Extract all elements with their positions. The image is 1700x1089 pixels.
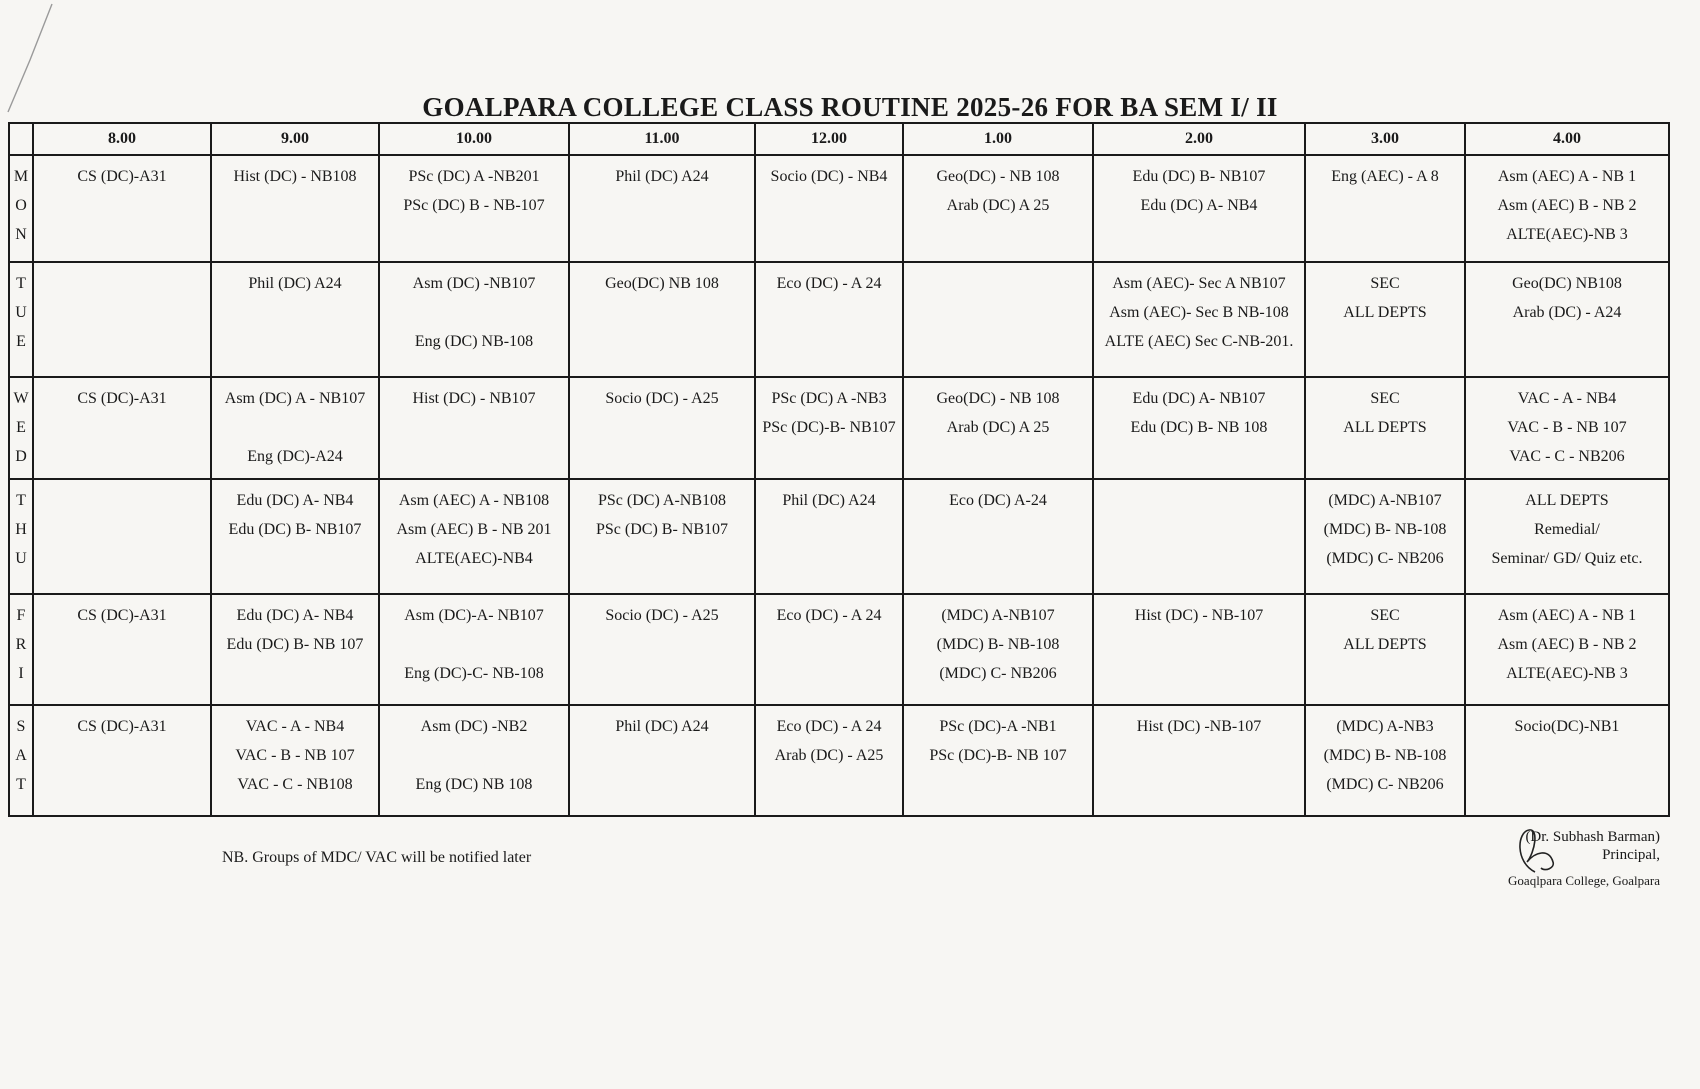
day-letter: F (16, 606, 26, 624)
class-cell (379, 594, 569, 705)
class-entry: Asm (AEC) B - NB 2 (1497, 197, 1637, 214)
class-cell (1305, 479, 1465, 594)
class-cell (211, 155, 379, 262)
class-entry: VAC - A - NB4 (1517, 390, 1617, 408)
class-cell (1093, 262, 1305, 377)
class-cell (1305, 155, 1465, 262)
class-entry: PSc (DC) B- NB107 (595, 520, 728, 538)
footnote: NB. Groups of MDC/ VAC will be notified later (222, 849, 532, 866)
class-entry: Eco (DC) - A 24 (776, 274, 882, 292)
time-slot-header: 1.00 (903, 123, 1093, 155)
class-entry: Hist (DC) - NB-107 (1134, 606, 1264, 624)
class-cell (33, 155, 211, 262)
class-entry: Edu (DC) B- NB107 (1132, 168, 1266, 185)
class-entry: VAC - C - NB206 (1509, 448, 1625, 466)
class-cell (755, 594, 903, 705)
class-cell (569, 377, 755, 478)
class-entry: (MDC) A-NB107 (1328, 491, 1442, 509)
class-entry: ALTE (AEC) Sec C-NB-201. (1104, 332, 1294, 350)
day-letter: H (15, 520, 27, 538)
class-entry: PSc (DC)-A -NB1 (939, 717, 1057, 735)
day-letter: W (13, 390, 29, 408)
class-entry: Socio(DC)-NB1 (1514, 717, 1620, 735)
class-cell (1465, 377, 1669, 478)
class-cell (755, 479, 903, 594)
class-cell (569, 594, 755, 705)
class-cell (33, 594, 211, 705)
day-letter: T (16, 274, 26, 292)
class-cell (33, 479, 211, 594)
class-entry: VAC - C - NB108 (237, 775, 353, 793)
page-title: GOALPARA COLLEGE CLASS ROUTINE 2025-26 FOR BA SEM I/ II (422, 92, 1278, 122)
class-cell (903, 705, 1093, 816)
day-label (9, 705, 33, 816)
class-cell (755, 705, 903, 816)
class-cell (1093, 377, 1305, 478)
class-entry: SEC (1370, 274, 1400, 292)
class-entry: (MDC) B- NB-108 (1323, 746, 1447, 764)
class-entry: PSc (DC)-B- NB107 (762, 419, 896, 437)
class-entry (382, 298, 566, 327)
class-entry: Arab (DC) - A24 (1512, 303, 1622, 321)
class-entry: Eng (DC)-A24 (247, 448, 343, 466)
class-cell (33, 262, 211, 377)
class-entry (382, 630, 566, 659)
class-entry: (MDC) C- NB206 (1326, 549, 1444, 567)
signatory-name: (Dr. Subhash Barman) (1525, 829, 1660, 845)
class-cell (1305, 377, 1465, 478)
class-entry: Socio (DC) - A25 (605, 606, 719, 624)
day-letter: S (16, 717, 26, 735)
routine-body (9, 155, 1669, 816)
class-cell (903, 594, 1093, 705)
class-entry: Asm (AEC) A - NB 1 (1497, 606, 1637, 624)
class-entry: CS (DC)-A31 (77, 717, 167, 735)
class-cell (569, 155, 755, 262)
class-entry: PSc (DC) A -NB3 (771, 390, 887, 408)
class-cell (379, 262, 569, 377)
class-cell (755, 155, 903, 262)
class-cell (379, 155, 569, 262)
time-slot-header: 4.00 (1465, 123, 1669, 155)
class-cell (1305, 705, 1465, 816)
class-cell (1305, 594, 1465, 705)
class-entry: ALL DEPTS (1343, 635, 1427, 653)
class-entry: ALTE(AEC)-NB4 (415, 549, 533, 567)
class-entry: Edu (DC) B- NB 107 (226, 635, 364, 653)
class-entry: PSc (DC) A-NB108 (597, 491, 726, 509)
class-cell (1093, 155, 1305, 262)
class-entry: Asm (AEC) A - NB 1 (1497, 168, 1637, 185)
time-slot-header: 3.00 (1305, 123, 1465, 155)
class-cell (1093, 479, 1305, 594)
class-entry: Phil (DC) A24 (615, 168, 709, 185)
class-cell (211, 262, 379, 377)
class-entry: Eng (AEC) - A 8 (1331, 168, 1439, 185)
class-entry: Asm (AEC)- Sec A NB107 (1112, 274, 1286, 292)
day-letter: N (15, 226, 27, 243)
class-entry: SEC (1370, 390, 1400, 408)
time-slot-header: 2.00 (1093, 123, 1305, 155)
class-entry: PSc (DC) B - NB-107 (403, 197, 545, 214)
class-entry: (MDC) A-NB107 (941, 606, 1055, 624)
class-entry: Asm (DC)-A- NB107 (404, 606, 544, 624)
day-row (9, 155, 1669, 262)
class-entry: ALTE(AEC)-NB 3 (1506, 664, 1628, 682)
day-label (9, 377, 33, 478)
class-entry: Edu (DC) A- NB4 (236, 491, 354, 509)
class-entry: Asm (AEC) A - NB108 (398, 491, 550, 509)
class-cell (755, 377, 903, 478)
day-letter: U (15, 303, 27, 321)
signatory-designation: Principal, (1602, 847, 1660, 863)
class-entry: Geo(DC) NB 108 (605, 274, 719, 292)
day-label (9, 594, 33, 705)
class-entry: VAC - B - NB 107 (235, 746, 355, 764)
day-letter: O (15, 197, 27, 214)
class-entry: Asm (AEC) B - NB 201 (396, 520, 552, 538)
class-entry: ALTE(AEC)-NB 3 (1506, 226, 1628, 243)
class-cell (211, 705, 379, 816)
class-cell (211, 594, 379, 705)
class-entry: Geo(DC) - NB 108 (936, 168, 1060, 185)
class-entry: CS (DC)-A31 (77, 606, 167, 624)
class-entry: Socio (DC) - NB4 (770, 168, 888, 185)
class-cell (1093, 594, 1305, 705)
day-row (9, 479, 1669, 594)
day-letter: T (16, 491, 26, 509)
class-entry: Eng (DC)-C- NB-108 (404, 664, 544, 682)
day-label (9, 479, 33, 594)
class-entry: Eco (DC) - A 24 (776, 717, 882, 735)
class-cell (1465, 594, 1669, 705)
class-entry: Asm (DC) -NB107 (412, 274, 536, 292)
class-entry: Edu (DC) B- NB 108 (1130, 419, 1268, 437)
class-entry: (MDC) A-NB3 (1336, 717, 1434, 735)
day-label (9, 262, 33, 377)
day-letter: E (16, 419, 26, 437)
class-cell (33, 705, 211, 816)
class-entry: SEC (1370, 606, 1400, 624)
class-entry: (MDC) C- NB206 (939, 664, 1057, 682)
class-cell (1093, 705, 1305, 816)
class-cell (903, 479, 1093, 594)
class-entry: Seminar/ GD/ Quiz etc. (1491, 549, 1643, 567)
class-entry: Asm (AEC) B - NB 2 (1497, 635, 1637, 653)
day-letter: U (15, 549, 27, 567)
day-letter: M (13, 168, 29, 185)
class-entry: PSc (DC)-B- NB 107 (929, 746, 1067, 764)
day-row (9, 377, 1669, 478)
class-entry: Remedial/ (1534, 520, 1600, 538)
class-entry: Arab (DC) A 25 (946, 419, 1050, 437)
time-slot-header: 8.00 (33, 123, 211, 155)
class-cell (211, 479, 379, 594)
class-cell (903, 377, 1093, 478)
class-cell (33, 377, 211, 478)
class-cell (1305, 262, 1465, 377)
day-row (9, 594, 1669, 705)
class-cell (379, 705, 569, 816)
class-entry: Socio (DC) - A25 (605, 390, 719, 408)
day-letter: R (15, 635, 27, 653)
class-entry: Phil (DC) A24 (782, 491, 876, 509)
signature-block (1420, 828, 1660, 890)
class-entry: Arab (DC) - A25 (774, 746, 884, 764)
class-entry: Asm (AEC)- Sec B NB-108 (1109, 303, 1289, 321)
day-letter: E (16, 332, 26, 350)
class-entry: Edu (DC) A- NB107 (1132, 390, 1266, 408)
day-letter: T (16, 775, 26, 793)
class-entry: CS (DC)-A31 (77, 168, 167, 185)
time-slot-header: 10.00 (379, 123, 569, 155)
signatory-institution: Goaqlpara College, Goalpara (1508, 873, 1660, 888)
time-slot-header: 11.00 (569, 123, 755, 155)
class-cell (379, 377, 569, 478)
class-entry: Asm (DC) -NB2 (420, 717, 528, 735)
class-entry (382, 741, 566, 770)
class-entry: Geo(DC) - NB 108 (936, 390, 1060, 408)
day-letter: I (18, 664, 24, 682)
class-cell (569, 479, 755, 594)
class-entry: Hist (DC) - NB107 (412, 390, 536, 408)
class-entry: Edu (DC) A- NB4 (236, 606, 354, 624)
class-cell (569, 705, 755, 816)
class-entry: (MDC) B- NB-108 (1323, 520, 1447, 538)
routine-table (8, 122, 1670, 817)
class-entry: Arab (DC) A 25 (946, 197, 1050, 214)
class-entry: (MDC) C- NB206 (1326, 775, 1444, 793)
class-entry: Geo(DC) NB108 (1512, 274, 1622, 292)
class-entry: Hist (DC) - NB108 (233, 168, 357, 185)
class-entry (214, 413, 376, 442)
class-entry: Asm (DC) A - NB107 (224, 390, 366, 408)
day-row (9, 705, 1669, 816)
class-cell (755, 262, 903, 377)
class-entry: VAC - A - NB4 (245, 717, 345, 735)
day-letter: D (15, 448, 27, 466)
class-entry: Hist (DC) -NB-107 (1136, 717, 1262, 735)
class-cell (1465, 155, 1669, 262)
class-entry: (MDC) B- NB-108 (936, 635, 1060, 653)
time-header-row (9, 123, 1669, 155)
class-cell (1465, 705, 1669, 816)
class-cell (569, 262, 755, 377)
class-entry: Phil (DC) A24 (248, 274, 342, 292)
signature-scribble-icon (1505, 822, 1565, 882)
class-entry: Eng (DC) NB 108 (415, 775, 533, 793)
class-entry: CS (DC)-A31 (77, 390, 167, 408)
class-cell (903, 262, 1093, 377)
class-entry: Eco (DC) A-24 (949, 491, 1047, 509)
class-entry: PSc (DC) A -NB201 (408, 168, 540, 185)
time-slot-header: 12.00 (755, 123, 903, 155)
class-entry: VAC - B - NB 107 (1507, 419, 1627, 437)
time-slot-header: 9.00 (211, 123, 379, 155)
day-row (9, 262, 1669, 377)
class-entry: ALL DEPTS (1343, 303, 1427, 321)
day-label (9, 155, 33, 262)
day-letter: A (15, 746, 27, 764)
class-entry: ALL DEPTS (1525, 491, 1609, 509)
class-cell (379, 479, 569, 594)
class-entry: Eco (DC) - A 24 (776, 606, 882, 624)
class-entry: Eng (DC) NB-108 (414, 332, 534, 350)
class-entry: Edu (DC) B- NB107 (228, 520, 362, 538)
class-cell (1465, 262, 1669, 377)
class-entry: Edu (DC) A- NB4 (1140, 197, 1258, 214)
class-cell (903, 155, 1093, 262)
corner-cell (9, 123, 33, 155)
class-cell (211, 377, 379, 478)
class-entry: Phil (DC) A24 (615, 717, 709, 735)
class-entry: ALL DEPTS (1343, 419, 1427, 437)
class-cell (1465, 479, 1669, 594)
